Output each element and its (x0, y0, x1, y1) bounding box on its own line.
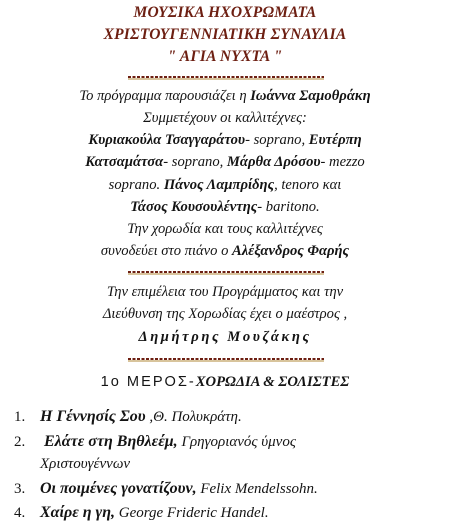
ornamental-divider (128, 269, 324, 275)
intro-line-8: συνοδεύει στο πιάνο ο Αλέξανδρος Φαρής (100, 243, 350, 259)
intro-line-1: Το πρόγραμμα παρουσιάζει η Ιωάννα Σαμοθράκη (79, 88, 371, 104)
part-number: 1ο ΜΕΡΟΣ- (100, 374, 196, 390)
part-title: ΧΟΡΩΔΙΑ & ΣΟΛΙΣΤΕΣ (195, 374, 350, 390)
header-line-2: ΧΡΙΣΤΟΥΓΕΝΝΙΑΤΙΚΗ ΣΥΝΑΥΛΙΑ (103, 26, 347, 43)
intro-line-2: Συμμετέχουν οι καλλιτέχνες: (143, 110, 307, 126)
intro-line-7: Την χορωδία και τους καλλιτέχνες (127, 221, 323, 237)
header-line-1: ΜΟΥΣΙΚΑ ΗΧΟΧΡΩΜΑΤΑ (133, 4, 317, 21)
intro-line-6: Τάσος Κουσουλέντης- baritono. (130, 199, 320, 215)
part-heading (0, 374, 450, 391)
program-item: 1. Η Γέννησίς Σου ,Θ. Πολυκράτη. (14, 408, 242, 425)
conductor-name: Δημήτρης Μουζάκης (138, 329, 312, 345)
program-item: 2. Ελάτε στη Βηθλεέμ, Γρηγοριανός ύμνος (14, 433, 296, 450)
credits-line-2: Διεύθυνση της Χορωδίας έχει ο μαέστρος , (102, 306, 348, 322)
intro-line-3: Κυριακούλα Τσαγγαράτου- soprano, Ευτέρπη (88, 132, 362, 148)
program-item-continuation: Χριστουγέννων (40, 456, 131, 472)
program-item: 4. Χαίρε η γη, George Frideric Handel. (14, 504, 269, 521)
ornamental-divider (128, 356, 324, 362)
header-line-3: " ΑΓΙΑ ΝΥΧΤΑ " (167, 48, 283, 65)
intro-line-4: Κατσαμάτσα- soprano, Μάρθα Δρόσου- mezzo (85, 154, 365, 170)
program-item: 3. Οι ποιμένες γονατίζουν, Felix Mendelssohn. (14, 480, 318, 497)
credits-line-1: Την επιμέλεια του Προγράμματος και την (106, 284, 344, 300)
intro-line-5: soprano. Πάνος Λαμπρίδης, tenoro και (108, 177, 342, 193)
ornamental-divider (128, 74, 324, 80)
